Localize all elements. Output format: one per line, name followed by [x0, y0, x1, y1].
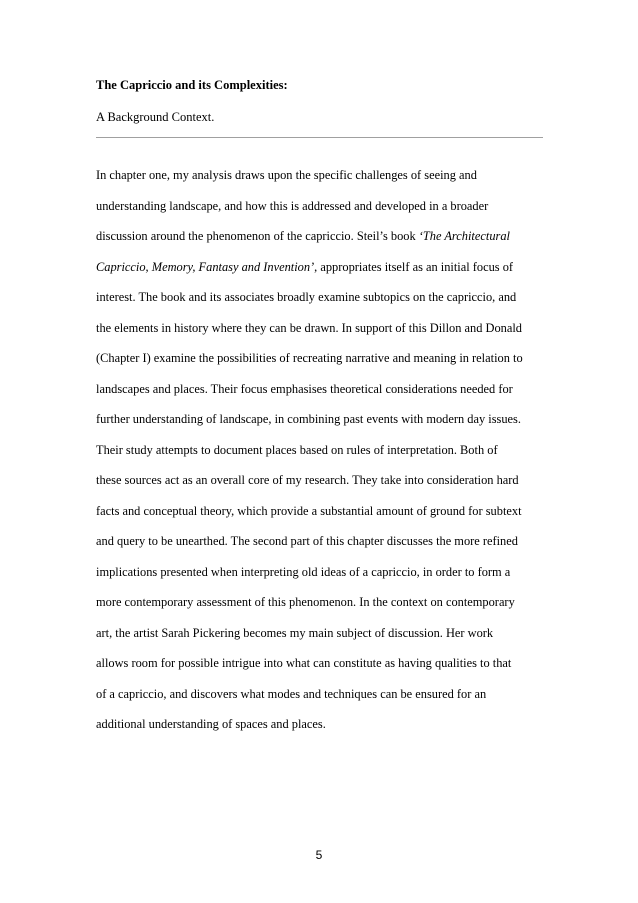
text-line: interest. The book and its associates broadly examine subtopics on the capriccio, and [96, 290, 517, 304]
text-line: In chapter one, my analysis draws upon the specific challenges of seeing and [96, 168, 477, 182]
text-line: these sources act as an overall core of my research. They take into consideration hard [96, 473, 519, 487]
book-title-italic: Capriccio, Memory, Fantasy and Invention’ [96, 259, 315, 274]
text-line: art, the artist Sarah Pickering becomes my main subject of discussion. Her work [96, 625, 494, 640]
text-line: of a capriccio, and discovers what modes and techniques can be ensured for an [96, 686, 487, 701]
text-line: further understanding of landscape, in combining past events with modern day issues. [96, 412, 521, 426]
divider-line [96, 137, 543, 138]
text-line: Their study attempts to document places based on rules of interpretation. Both of [96, 442, 498, 457]
text-line: allows room for possible intrigue into what can constitute as having qualities to that [96, 656, 512, 670]
text-line [96, 259, 556, 290]
text-run: , appropriates itself as an initial focus of [314, 259, 514, 274]
text-line [96, 228, 556, 259]
text-line: (Chapter I) examine the possibilities of recreating narrative and meaning in relation to [96, 351, 523, 365]
text-line: more contemporary assessment of this phenomenon. In the context on contemporary [96, 595, 515, 609]
text-line: understanding landscape, and how this is addressed and developed in a broader [96, 198, 489, 213]
section-subtitle: A Background Context. [96, 110, 215, 124]
text-line: implications presented when interpreting old ideas of a capriccio, in order to form a [96, 564, 511, 579]
text-line: landscapes and places. Their focus emphasises theoretical considerations needed for [96, 381, 513, 396]
page-number: 5 [315, 848, 323, 862]
text-line: additional understanding of spaces and places. [96, 717, 326, 731]
text-line: the elements in history where they can be drawn. In support of this Dillon and Donald [96, 320, 523, 335]
body-paragraph [96, 167, 556, 747]
text-line: and query to be unearthed. The second part of this chapter discusses the more refined [96, 534, 518, 548]
section-title: The Capriccio and its Complexities: [96, 78, 288, 92]
text-run: discussion around the phenomenon of the capriccio. Steil’s book [96, 229, 419, 243]
book-title-italic: ‘The Architectural [418, 229, 510, 243]
text-line: facts and conceptual theory, which provide a substantial amount of ground for subtext [96, 503, 522, 518]
